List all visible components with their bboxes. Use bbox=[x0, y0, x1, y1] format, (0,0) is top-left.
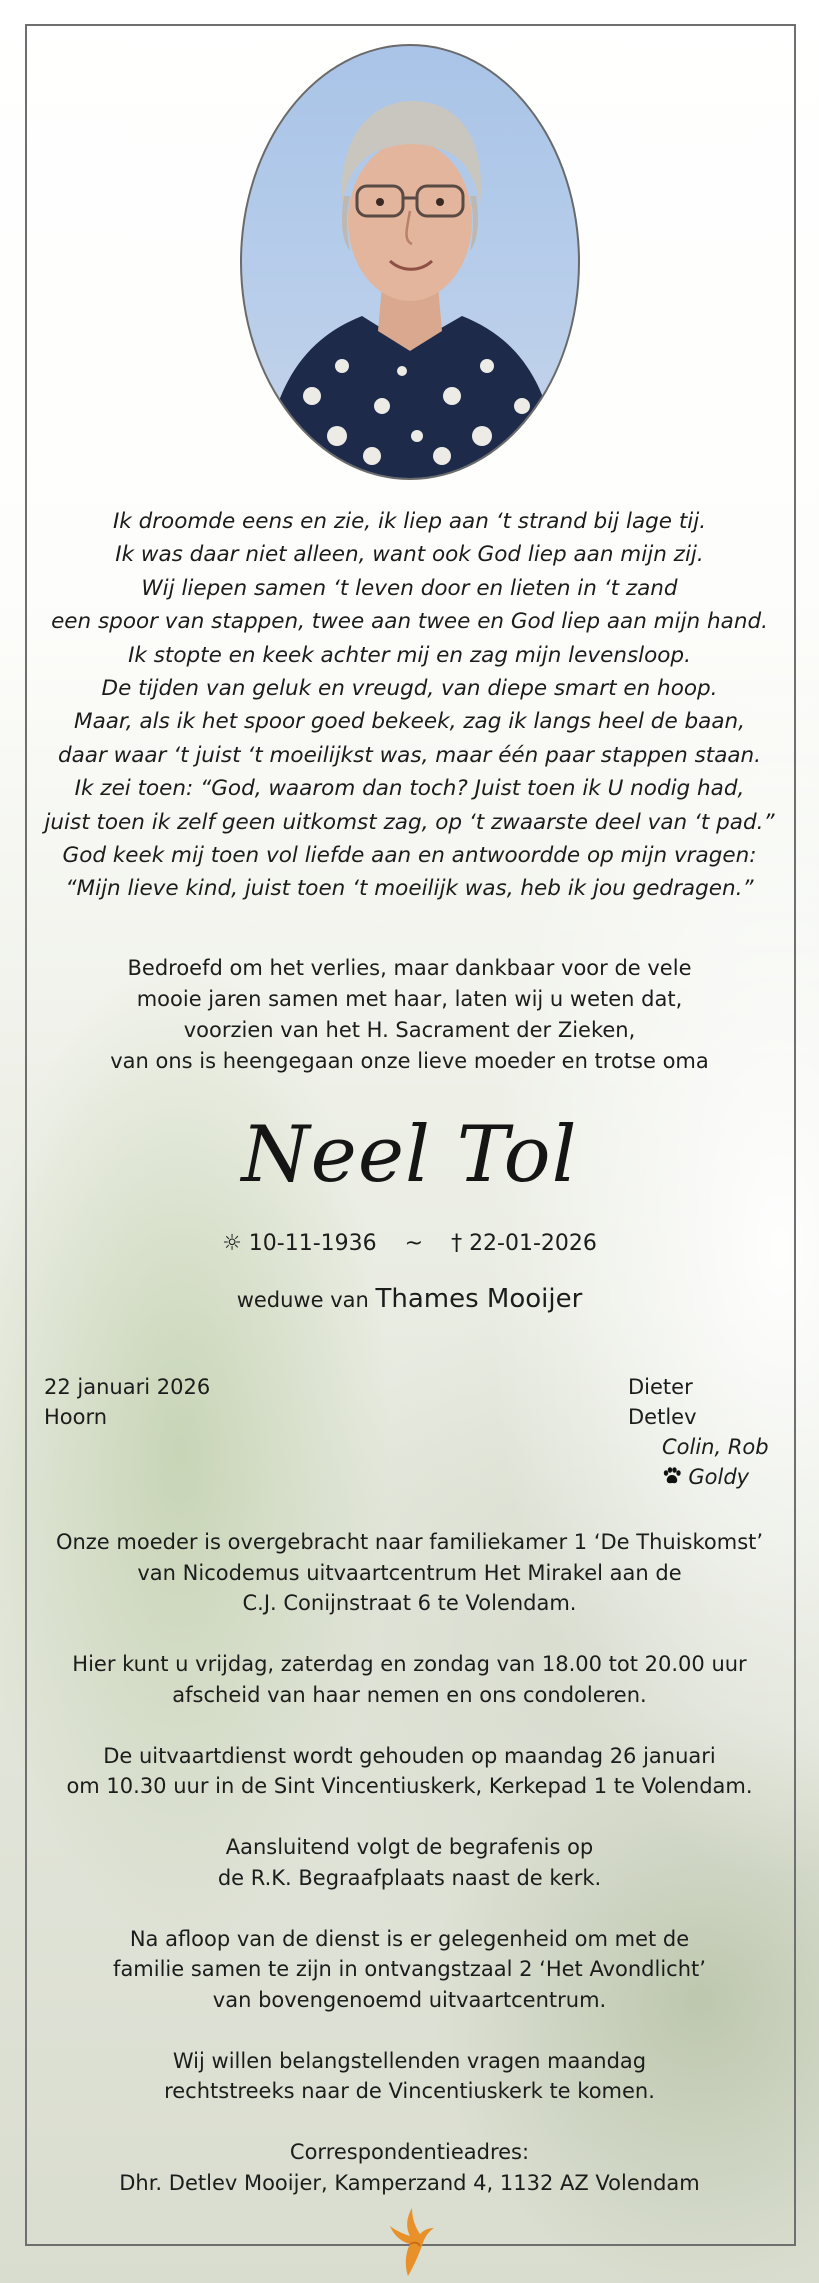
spouse-name: Thames Mooijer bbox=[375, 1284, 583, 1314]
info-paragraph bbox=[30, 1924, 789, 2016]
intro-line: Bedroefd om het verlies, maar dankbaar voor de vele bbox=[127, 956, 692, 980]
info-paragraph bbox=[30, 1832, 789, 1893]
date-separator: ~ bbox=[404, 1231, 424, 1256]
pet-name: Goldy bbox=[688, 1465, 750, 1489]
pet-line bbox=[628, 1462, 769, 1492]
info-line: afscheid van haar nemen en ons condoleren. bbox=[172, 1682, 647, 1707]
info-line: rechtstreeks naar de Vincentiuskerk te komen. bbox=[164, 2079, 655, 2103]
child-name: Dieter bbox=[628, 1375, 693, 1399]
death-date: 22-01-2026 bbox=[469, 1231, 597, 1256]
poem-line: Ik zei toen: “God, waarom dan toch? Juist toen ik U nodig had, bbox=[74, 776, 745, 802]
funeral-info bbox=[30, 1527, 789, 2229]
poem-line: Ik droomde eens en zie, ik liep aan ‘t strand bij lage tij. bbox=[112, 509, 707, 534]
announcement-date: 22 januari 2026 bbox=[44, 1375, 211, 1399]
info-line: Wij willen belangstellenden vragen maandag bbox=[172, 2048, 647, 2073]
intro-line: mooie jaren samen met haar, laten wij u weten dat, bbox=[136, 987, 683, 1011]
info-line: om 10.30 uur in de Sint Vincentiuskerk, Kerkepad 1 te Volendam. bbox=[66, 1774, 753, 1798]
info-paragraph bbox=[30, 1741, 789, 1802]
life-dates bbox=[0, 1229, 819, 1259]
paw-icon bbox=[662, 1465, 688, 1489]
family-names bbox=[628, 1372, 769, 1492]
intro-text bbox=[30, 953, 789, 1077]
info-line: Aansluitend volgt de begrafenis op bbox=[225, 1835, 594, 1859]
widow-prefix: weduwe van bbox=[236, 1288, 369, 1312]
info-line: familie samen te zijn in ontvangstzaal 2 ‘Het Avondlicht’ bbox=[113, 1957, 706, 1981]
info-line: Correspondentieadres: bbox=[289, 2140, 530, 2164]
info-paragraph bbox=[30, 1649, 789, 1710]
poem-line: Maar, als ik het spoor goed bekeek, zag ik langs heel de baan, bbox=[74, 709, 745, 735]
poem-line: “Mijn lieve kind, juist toen ‘t moeilijk was, heb ik jou gedragen.” bbox=[65, 876, 754, 902]
info-line: C.J. Conijnstraat 6 te Volendam. bbox=[242, 1591, 577, 1615]
poem-line: God keek mij toen vol liefde aan en antwoordde op mijn vragen: bbox=[62, 843, 757, 869]
poem-line: Ik stopte en keek achter mij en zag mijn levensloop. bbox=[128, 642, 691, 668]
info-line: de R.K. Begraafplaats naast de kerk. bbox=[217, 1865, 602, 1890]
info-paragraph bbox=[30, 1527, 789, 1619]
info-line: Na afloop van de dienst is er gelegenheid om met de bbox=[129, 1926, 690, 1951]
poem-line: daar waar ‘t juist ‘t moeilijkst was, maar één paar stappen staan. bbox=[57, 742, 762, 768]
info-line: Hier kunt u vrijdag, zaterdag en zondag van 18.00 tot 20.00 uur bbox=[72, 1652, 747, 1676]
info-line: Dhr. Detlev Mooijer, Kamperzand 4, 1132 AZ Volendam bbox=[119, 2170, 700, 2195]
intro-line: voorzien van het H. Sacrament der Zieken, bbox=[183, 1018, 636, 1042]
child-name: Detlev bbox=[628, 1405, 697, 1429]
birth-date: 10-11-1936 bbox=[248, 1231, 377, 1256]
poem-line: De tijden van geluk en vreugd, van diepe smart en hoop. bbox=[101, 676, 718, 702]
poem-line: Ik was daar niet alleen, want ook God liep aan mijn zij. bbox=[115, 542, 704, 568]
info-line: Onze moeder is overgebracht naar familiekamer 1 ‘De Thuiskomst’ bbox=[55, 1530, 764, 1554]
info-paragraph bbox=[30, 2046, 789, 2107]
poem-line: een spoor van stappen, twee aan twee en God liep aan mijn hand. bbox=[51, 609, 768, 635]
intro-line: van ons is heengegaan onze lieve moeder en trotse oma bbox=[110, 1049, 709, 1073]
info-line: van Nicodemus uitvaartcentrum Het Mirakel aan de bbox=[137, 1560, 682, 1585]
sun-icon: ☼ bbox=[222, 1231, 242, 1256]
cross-icon: † bbox=[451, 1231, 463, 1256]
portrait-photo bbox=[240, 44, 580, 480]
info-line: De uitvaartdienst wordt gehouden op maandag 26 januari bbox=[103, 1743, 716, 1768]
info-line: van bovengenoemd uitvaartcentrum. bbox=[212, 1987, 607, 2012]
place-date bbox=[44, 1372, 210, 1432]
poem bbox=[30, 505, 789, 906]
grandchildren-names: Colin, Rob bbox=[662, 1435, 769, 1459]
portrait-illustration bbox=[242, 46, 578, 478]
dove-logo-icon bbox=[380, 2206, 438, 2278]
poem-line: juist toen ik zelf geen uitkomst zag, op ‘t zwaarste deel van ‘t pad.” bbox=[44, 809, 775, 835]
deceased-name: Neel Tol bbox=[241, 1110, 578, 1200]
announcement-place: Hoorn bbox=[44, 1405, 108, 1429]
poem-line: Wij liepen samen ‘t leven door en lieten in ‘t zand bbox=[141, 575, 678, 601]
widow-line bbox=[0, 1283, 819, 1316]
correspondence-address bbox=[30, 2137, 789, 2198]
